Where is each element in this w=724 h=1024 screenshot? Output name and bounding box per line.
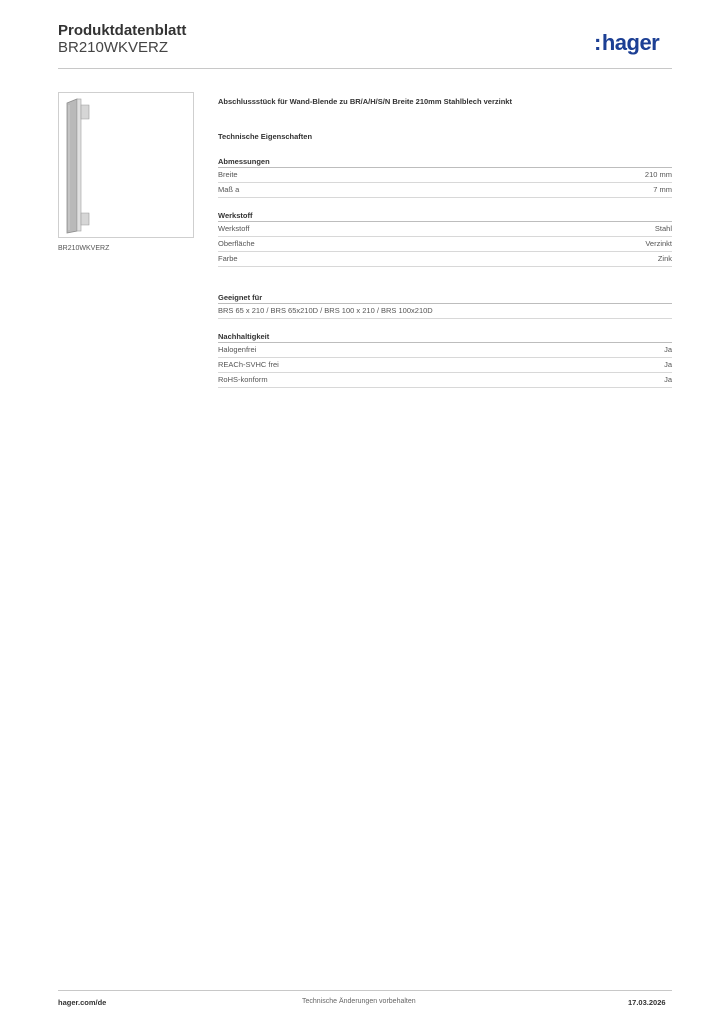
- header-divider: [58, 68, 672, 69]
- row-label: Werkstoff: [218, 224, 250, 233]
- row-label: BRS 65 x 210 / BRS 65x210D / BRS 100 x 210 / BRS 100x210D: [218, 306, 433, 315]
- row-value: Ja: [664, 345, 672, 354]
- footer-date: 17.03.2026: [628, 998, 666, 1007]
- section-title: Nachhaltigkeit: [218, 331, 672, 343]
- row-label: REACh-SVHC frei: [218, 360, 279, 369]
- table-row: [218, 237, 672, 252]
- table-row: [218, 252, 672, 267]
- row-label: Maß a: [218, 185, 240, 194]
- row-label: RoHS-konform: [218, 375, 268, 384]
- row-label: Halogenfrei: [218, 345, 257, 354]
- section-geeignet: [218, 292, 672, 319]
- row-value: Stahl: [654, 224, 672, 233]
- row-value: Zink: [657, 254, 672, 263]
- row-value: Ja: [664, 360, 672, 369]
- table-row: [218, 358, 672, 373]
- end-piece-illustration: [59, 93, 193, 237]
- table-row: [218, 183, 672, 198]
- table-row: [218, 343, 672, 358]
- footer-divider: [58, 990, 672, 991]
- section-title: Werkstoff: [218, 210, 672, 222]
- section-title: Abmessungen: [218, 156, 672, 168]
- product-image: [58, 92, 194, 238]
- table-row: [218, 222, 672, 237]
- footer-note: Technische Änderungen vorbehalten: [302, 998, 416, 1005]
- row-label: Farbe: [218, 254, 238, 263]
- row-label: Breite: [218, 170, 238, 179]
- section-nachhaltigkeit: [218, 331, 672, 388]
- row-value: 7 mm: [653, 185, 672, 194]
- page-title: Produktdatenblatt: [58, 22, 187, 39]
- row-value: Ja: [664, 375, 672, 384]
- section-werkstoff: [218, 210, 672, 267]
- table-row: [218, 304, 672, 319]
- table-row: [218, 168, 672, 183]
- section-title: Geeignet für: [218, 292, 672, 304]
- section-abmessungen: [218, 156, 672, 198]
- article-number: BR210WKVERZ: [58, 39, 169, 56]
- hager-logo[interactable]: :hager: [594, 30, 660, 55]
- row-value: 210 mm: [644, 170, 672, 179]
- logo-text: hager: [601, 30, 660, 55]
- tech-heading: Technische Eigenschaften: [218, 132, 313, 141]
- row-label: Oberfläche: [218, 239, 255, 248]
- image-caption: BR210WKVERZ: [58, 245, 110, 252]
- footer-website-link[interactable]: hager.com/de: [58, 998, 107, 1007]
- product-description: Abschlussstück für Wand-Blende zu BR/A/H/S/N Breite 210mm Stahlblech verzinkt: [218, 97, 512, 106]
- table-row: [218, 373, 672, 388]
- row-value: Verzinkt: [645, 239, 672, 248]
